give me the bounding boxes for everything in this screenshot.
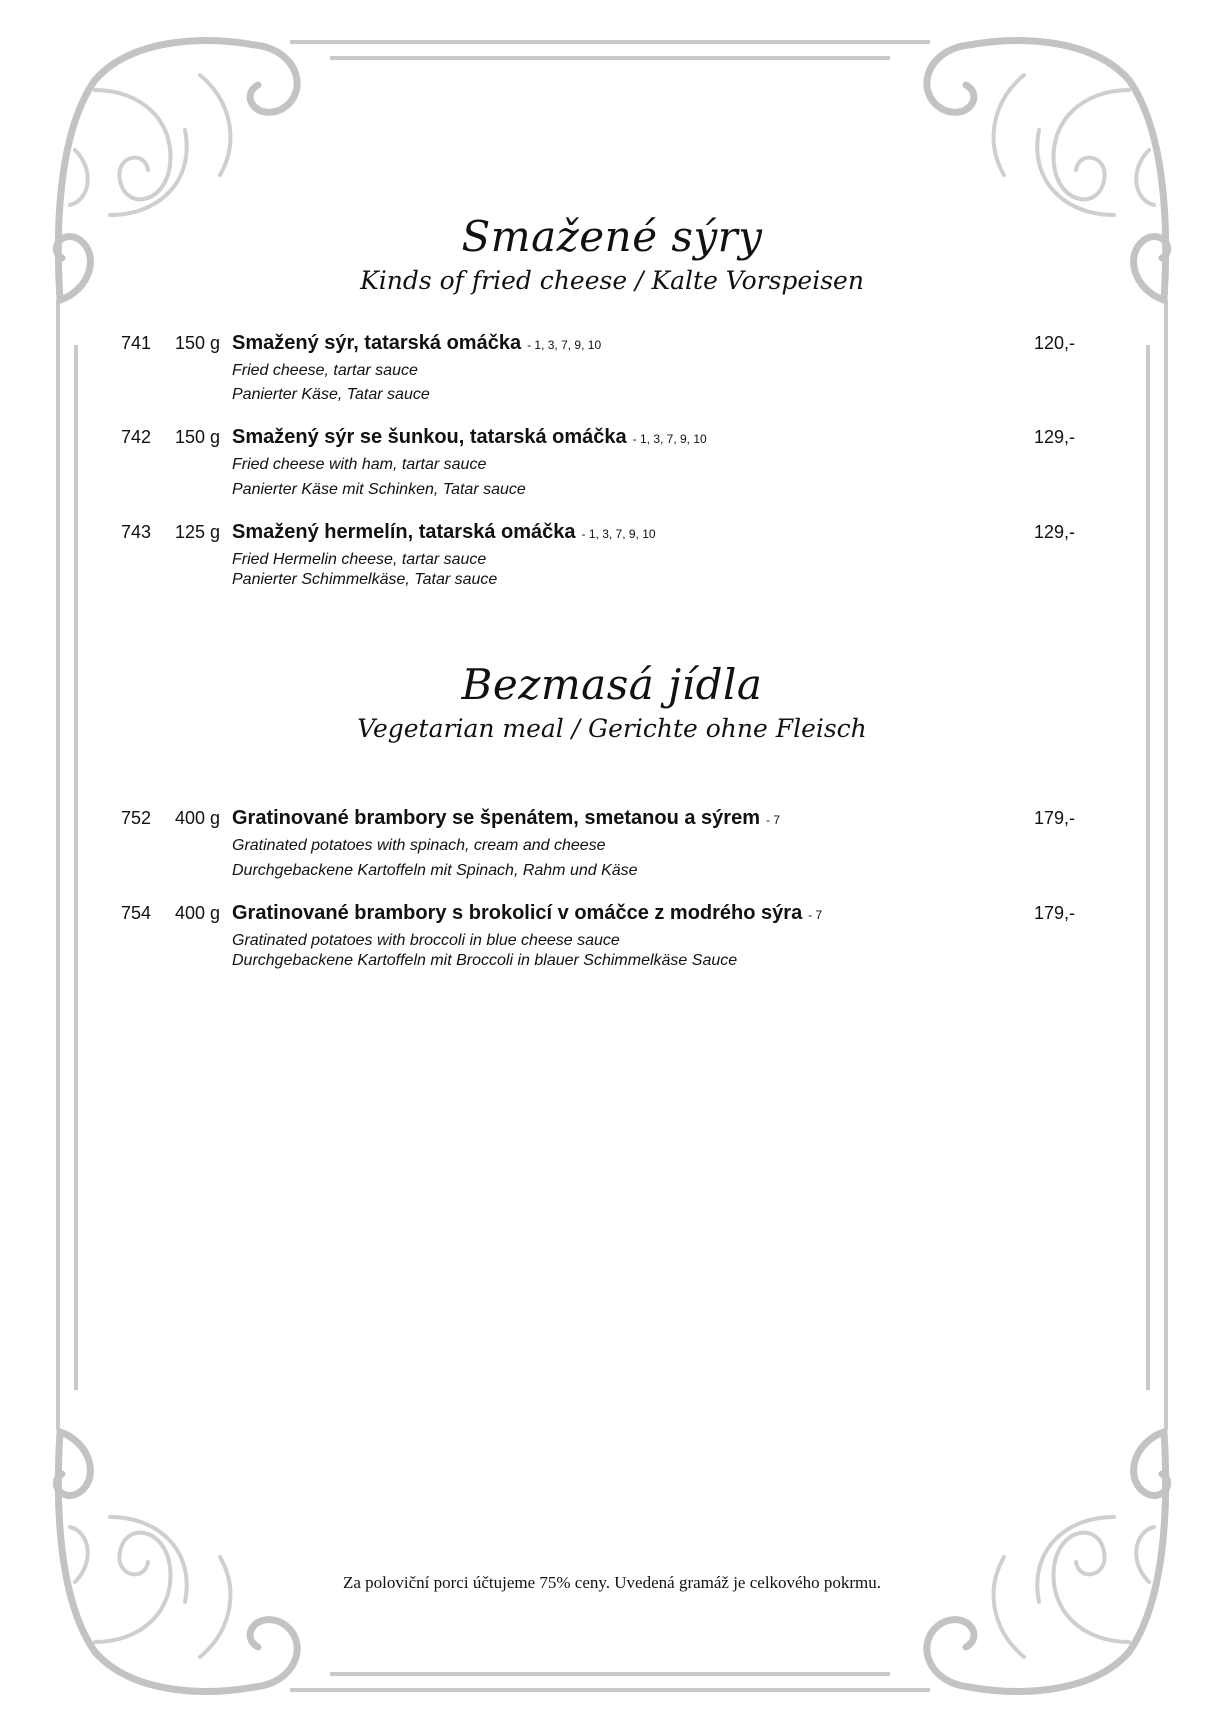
item-number: 754 [121, 903, 152, 923]
item-number: 741 [121, 333, 152, 353]
item-desc-de: Panierter Käse mit Schinken, Tatar sauce [232, 481, 526, 498]
item-number: 742 [121, 427, 152, 447]
item-price: 129,- [1034, 522, 1076, 542]
item-desc-en: Gratinated potatoes with broccoli in blue cheese sauce [232, 932, 620, 949]
item-allergens: - 1, 3, 7, 9, 10 [527, 338, 602, 352]
item-name: Smažený sýr, tatarská omáčka [232, 332, 522, 354]
item-price: 179,- [1034, 903, 1076, 923]
item-weight: 150 g [175, 427, 221, 447]
item-price: 179,- [1034, 808, 1076, 828]
item-name: Smažený hermelín, tatarská omáčka [232, 521, 576, 543]
menu-item [0, 427, 1224, 517]
item-desc-en: Fried Hermelin cheese, tartar sauce [232, 551, 487, 568]
item-desc-de: Panierter Schimmelkäse, Tatar sauce [232, 571, 498, 588]
section-subtitle: Kinds of fried cheese / Kalte Vorspeisen [360, 266, 864, 295]
section-title: Smažené sýry [461, 212, 763, 261]
item-allergens: - 1, 3, 7, 9, 10 [632, 432, 707, 446]
item-allergens: - 1, 3, 7, 9, 10 [581, 527, 656, 541]
menu-item [0, 808, 1224, 898]
item-name-wrap [232, 807, 780, 830]
item-desc-de: Durchgebackene Kartoffeln mit Spinach, Rahm und Käse [232, 862, 638, 879]
item-allergens: - 7 [765, 813, 780, 827]
item-name: Smažený sýr se šunkou, tatarská omáčka [232, 426, 627, 448]
item-name-wrap [232, 332, 601, 355]
item-price: 129,- [1034, 427, 1076, 447]
menu-item [0, 333, 1224, 423]
footer-note: Za poloviční porci účtujeme 75% ceny. Uvedená gramáž je celkového pokrmu. [343, 1573, 881, 1592]
item-name: Gratinované brambory s brokolicí v omáčce z modrého sýra [232, 902, 803, 924]
corner-ornament-top-left [56, 41, 297, 300]
menu-item [0, 522, 1224, 612]
corner-ornament-bottom-right [927, 1432, 1168, 1691]
item-number: 752 [121, 808, 152, 828]
item-weight: 400 g [175, 903, 221, 923]
item-weight: 125 g [175, 522, 221, 542]
item-desc-en: Gratinated potatoes with spinach, cream and cheese [232, 837, 606, 854]
item-desc-en: Fried cheese with ham, tartar sauce [232, 456, 487, 473]
corner-ornament-bottom-left [56, 1432, 297, 1691]
section-title: Bezmasá jídla [461, 660, 763, 709]
item-weight: 400 g [175, 808, 221, 828]
item-name-wrap [232, 902, 822, 925]
item-name: Gratinované brambory se špenátem, smetanou a sýrem [232, 807, 760, 829]
item-desc-en: Fried cheese, tartar sauce [232, 362, 418, 379]
item-number: 743 [121, 522, 152, 542]
item-desc-de: Panierter Käse, Tatar sauce [232, 386, 430, 403]
section-subtitle: Vegetarian meal / Gerichte ohne Fleisch [357, 714, 867, 743]
item-desc-de: Durchgebackene Kartoffeln mit Broccoli in blauer Schimmelkäse Sauce [232, 952, 738, 969]
item-name-wrap [232, 426, 707, 449]
menu-item [0, 903, 1224, 993]
item-price: 120,- [1034, 333, 1076, 353]
item-weight: 150 g [175, 333, 221, 353]
corner-ornament-top-right [927, 41, 1168, 300]
item-name-wrap [232, 521, 656, 544]
item-allergens: - 7 [808, 908, 823, 922]
